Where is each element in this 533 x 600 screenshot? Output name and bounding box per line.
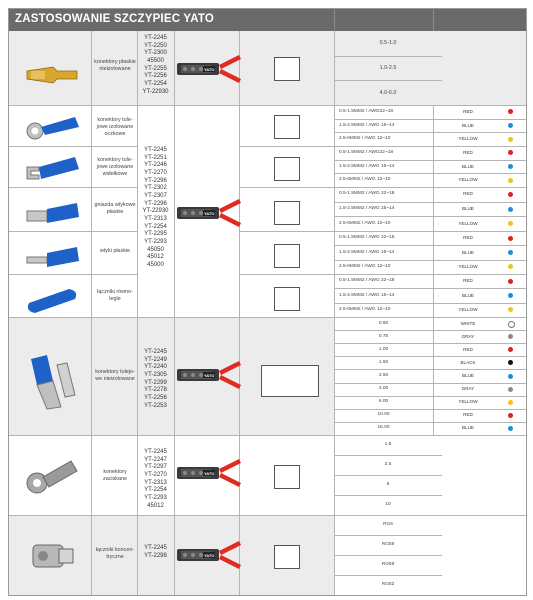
- spec-size: 4.00: [378, 386, 389, 392]
- spec-size: RG6: [383, 522, 393, 527]
- profile-icon: [274, 545, 300, 569]
- divider: [9, 231, 137, 232]
- ring-terminal-icon: [23, 113, 81, 141]
- profile-icon: [274, 57, 300, 81]
- model-code: 45050: [147, 246, 164, 253]
- model-code: YT-2256: [144, 395, 167, 402]
- color-name: YELLOW: [458, 136, 478, 142]
- spec-size: 0.5-1.5MM2 / AWG 22~18: [339, 191, 395, 197]
- spec-size: 2.50: [378, 373, 389, 378]
- spec-size: RG62: [381, 582, 395, 587]
- divider: [9, 515, 526, 516]
- color-dot: [508, 387, 513, 392]
- color-dot: [508, 164, 513, 169]
- crimping-plier-icon: [175, 359, 241, 391]
- spec-divider: [334, 555, 442, 556]
- spec-size: 2.5-6MM2 / AWG 12~10: [339, 306, 391, 312]
- divider: [239, 231, 526, 232]
- header-divider: [433, 9, 434, 31]
- model-code: 45000: [147, 262, 164, 269]
- spec-divider: [334, 330, 526, 331]
- spec-divider: [334, 535, 442, 536]
- model-code: YT-2278: [144, 387, 167, 394]
- spec-divider: [334, 260, 526, 261]
- coaxial-connector-icon: [23, 535, 81, 575]
- spec-size: 6: [386, 482, 390, 487]
- model-code: YT-2302: [144, 185, 167, 192]
- color-dot: [508, 347, 513, 352]
- model-code: YT-2246: [144, 162, 167, 169]
- crimp-ring-icon: [23, 457, 81, 497]
- flat-socket-icon: [23, 199, 81, 227]
- spec-divider: [334, 132, 526, 133]
- model-code: YT-2297: [144, 464, 167, 471]
- spec-divider: [334, 160, 526, 161]
- color-dot: [508, 207, 513, 212]
- group-label: konektory zaciskane: [103, 469, 127, 482]
- model-code: YT-2251: [144, 154, 167, 161]
- spec-size: 0.75: [378, 333, 389, 339]
- color-name: GRAY: [461, 333, 475, 339]
- crimping-plier-icon: [175, 539, 241, 571]
- profile-icon: [274, 465, 300, 489]
- spec-divider: [334, 383, 526, 384]
- color-dot: [508, 279, 513, 284]
- spec-divider: [334, 356, 526, 357]
- model-code: 45012: [147, 254, 164, 261]
- spec-size: 0.5-1.5MM2 / AWG22~18: [339, 149, 394, 155]
- group-label: łączniki koncen-tryczne: [95, 547, 135, 560]
- spec-size: 6.00: [378, 399, 389, 405]
- color-dot: [508, 250, 513, 255]
- color-dot: [508, 123, 513, 128]
- flat-plug-icon: [23, 243, 81, 271]
- spec-divider: [334, 396, 526, 397]
- color-name: YELLOW: [458, 263, 478, 269]
- color-dot: [508, 109, 513, 114]
- color-name: BLACK: [460, 359, 476, 365]
- color-name: BLUE: [461, 163, 474, 169]
- spec-size: 10.00: [377, 412, 390, 418]
- column-line: [239, 31, 240, 595]
- spec-size: RG58: [381, 542, 395, 547]
- spec-size: 4.0-6.0: [379, 89, 397, 96]
- model-code: YT-2255: [144, 65, 167, 72]
- model-code: YT-2298: [144, 552, 167, 559]
- spec-size: 1.0-2.5: [379, 65, 397, 71]
- spec-divider: [334, 245, 526, 246]
- model-code: YT-2240: [144, 364, 167, 371]
- color-name: BLUE: [461, 373, 474, 378]
- color-dot: [508, 221, 513, 226]
- divider: [9, 274, 137, 275]
- spec-divider: [334, 119, 526, 120]
- header-divider: [334, 9, 335, 31]
- spec-size: 2.5-6MM2 / AWG 12~10: [339, 136, 391, 142]
- color-name: WHITE: [460, 320, 476, 326]
- color-dot: [508, 192, 513, 197]
- model-code: YT-2253: [144, 402, 167, 409]
- group-label: łączniki równo-legle: [97, 289, 133, 302]
- crimping-plier-icon: [175, 197, 241, 229]
- model-code: YT-2254: [144, 487, 167, 494]
- model-code: YT-2245: [144, 449, 167, 455]
- spec-divider: [334, 475, 442, 476]
- divider: [239, 274, 526, 275]
- spec-size: 1.5-2.5MM2 / AWG 16~14: [339, 249, 395, 255]
- spec-size: 1.50: [378, 359, 389, 365]
- color-name: BLUE: [461, 122, 474, 128]
- color-name: RED: [463, 191, 473, 197]
- model-code: YT-2295: [144, 231, 167, 238]
- color-name: GRAY: [461, 386, 475, 392]
- model-code: YT-2249: [144, 356, 167, 363]
- color-dot: [508, 236, 513, 241]
- color-dot: [508, 400, 513, 405]
- color-name: BLUE: [461, 206, 474, 211]
- model-code: 45012: [147, 502, 164, 509]
- flat-terminal-icon: [23, 59, 81, 87]
- application-table: [8, 8, 527, 596]
- spec-divider: [334, 343, 526, 344]
- divider: [9, 146, 137, 147]
- color-name: YELLOW: [458, 177, 478, 183]
- model-code: YT-22930: [142, 208, 169, 215]
- model-code: YT-2313: [144, 479, 167, 486]
- color-name: BLUE: [461, 292, 474, 298]
- spec-size: 1.5: [384, 442, 392, 447]
- model-code: YT-2254: [144, 223, 167, 230]
- color-name: RED: [463, 412, 473, 418]
- model-list: [137, 449, 174, 510]
- profile-icon: [274, 157, 300, 181]
- model-code: YT-2270: [144, 472, 167, 479]
- model-code: YT-2293: [144, 495, 167, 502]
- model-code: YT-2245: [144, 545, 167, 551]
- spec-divider: [334, 495, 442, 496]
- spec-size: 1.5-2.5MM2 / AWG 16~14: [339, 122, 395, 128]
- spec-size: 16.00: [377, 425, 390, 431]
- color-dot: [508, 150, 513, 155]
- model-code: YT-2296: [144, 177, 167, 184]
- spec-divider: [334, 80, 442, 81]
- table-header: [9, 9, 526, 31]
- model-code: YT-2245: [144, 35, 167, 41]
- group-label: konektory tule-jowe izolowane oczkowe: [96, 117, 134, 137]
- color-dot: [508, 360, 513, 365]
- column-line: [137, 31, 138, 595]
- crimping-plier-icon: [175, 457, 241, 489]
- spec-divider: [334, 575, 442, 576]
- model-code: YT-2299: [144, 379, 167, 386]
- model-code: YT-2247: [144, 456, 167, 463]
- column-line: [174, 31, 175, 595]
- divider: [239, 146, 526, 147]
- spec-size: 2.5: [384, 462, 392, 467]
- column-line: [334, 31, 335, 595]
- spec-size: 1.5-2.5MM2 / AWG 16~14: [339, 163, 395, 169]
- model-code: YT-2313: [144, 216, 167, 223]
- model-code: YT-2307: [144, 193, 167, 200]
- color-dot: [508, 178, 513, 183]
- page-title: ZASTOSOWANIE SZCZYPIEC YATO: [15, 13, 215, 25]
- spec-size: 0.5-1.5MM2 / AWG 22~18: [339, 235, 395, 241]
- profile-icon: [274, 115, 300, 139]
- ferrule-icon: [23, 351, 81, 411]
- color-name: RED: [463, 235, 473, 241]
- color-dot: [508, 321, 515, 328]
- color-dot: [508, 374, 513, 379]
- model-code: YT-2256: [144, 73, 167, 80]
- profile-icon: [274, 244, 300, 268]
- spec-size: 1.00: [378, 346, 389, 352]
- color-dot: [508, 307, 513, 312]
- spec-divider: [334, 422, 526, 423]
- divider: [9, 317, 526, 318]
- model-code: YT-22930: [142, 88, 169, 95]
- color-name: YELLOW: [458, 306, 478, 312]
- group-label: konektory tule-jowe izolowane widełkowe: [96, 157, 134, 177]
- color-dot: [508, 413, 513, 418]
- column-line: [91, 31, 92, 595]
- divider: [9, 105, 526, 106]
- spec-size: 10: [385, 502, 391, 507]
- model-code: YT-2300: [144, 50, 167, 57]
- profile-icon: [274, 201, 300, 225]
- model-code: YT-2293: [144, 239, 167, 246]
- color-name: RED: [463, 108, 473, 114]
- color-dot: [508, 137, 513, 142]
- color-dot: [508, 426, 513, 431]
- spec-divider: [334, 288, 526, 289]
- crimping-plier-icon: [175, 53, 241, 85]
- model-list: [137, 545, 174, 560]
- color-dot: [508, 264, 513, 269]
- spec-size: 0.5-1.0: [379, 40, 397, 47]
- profile-icon: [274, 287, 300, 311]
- group-label: gniazda wtykowe płaskie: [94, 202, 136, 215]
- color-name: RED: [463, 278, 473, 284]
- group-label: wtyki płaskie: [99, 248, 131, 254]
- model-list: [137, 147, 174, 270]
- color-name: RED: [463, 346, 473, 352]
- model-list: [137, 35, 174, 96]
- color-name: YELLOW: [458, 220, 478, 226]
- spec-size: RG59: [381, 562, 395, 567]
- spec-divider: [334, 56, 442, 57]
- color-dot: [508, 293, 513, 298]
- fork-terminal-icon: [23, 155, 81, 183]
- divider: [239, 187, 526, 188]
- color-name: BLUE: [461, 249, 474, 255]
- butt-connector-icon: [23, 285, 81, 313]
- model-list: [137, 349, 174, 410]
- group-label: konektory płaskie nieizolowane: [94, 59, 136, 72]
- model-code: YT-2250: [144, 42, 167, 49]
- color-dot: [508, 334, 513, 339]
- spec-divider: [334, 369, 526, 370]
- spec-size: 0.5-1.5MM2 / AWG 22~18: [339, 278, 395, 284]
- spec-divider: [334, 409, 526, 410]
- spec-size: 1.5-2.5MM2 / AWG 16~14: [339, 206, 395, 211]
- spec-size: 2.5-6MM2 / AWG 12~10: [339, 177, 391, 183]
- color-name: BLUE: [461, 425, 474, 431]
- spec-divider: [334, 173, 526, 174]
- spec-divider: [334, 216, 526, 217]
- model-code: YT-2305: [144, 372, 167, 379]
- divider: [9, 187, 137, 188]
- profile-icon: [261, 365, 319, 397]
- model-code: YT-2296: [144, 200, 167, 207]
- color-name: YELLOW: [458, 399, 478, 405]
- spec-divider: [334, 202, 526, 203]
- spec-divider: [334, 455, 442, 456]
- group-label: konektory tulejo-we nieizolowane: [95, 369, 135, 382]
- spec-size: 2.5-6MM2 / AWG 12~10: [339, 263, 391, 269]
- color-name: RED: [463, 149, 473, 155]
- spec-size: 1.5-2.5MM2 / AWG 16~14: [339, 292, 395, 298]
- model-code: YT-2245: [144, 147, 167, 153]
- model-code: YT-2245: [144, 349, 167, 355]
- spec-size: 0.50: [378, 320, 389, 326]
- divider: [9, 435, 526, 436]
- spec-size: 0.5-1.5MM2 / AWG22~18: [339, 108, 394, 114]
- spec-divider: [334, 303, 526, 304]
- model-code: YT-2254: [144, 81, 167, 88]
- model-code: 45500: [147, 58, 164, 65]
- spec-size: 2.5-6MM2 / AWG 12~10: [339, 220, 391, 226]
- model-code: YT-2270: [144, 170, 167, 177]
